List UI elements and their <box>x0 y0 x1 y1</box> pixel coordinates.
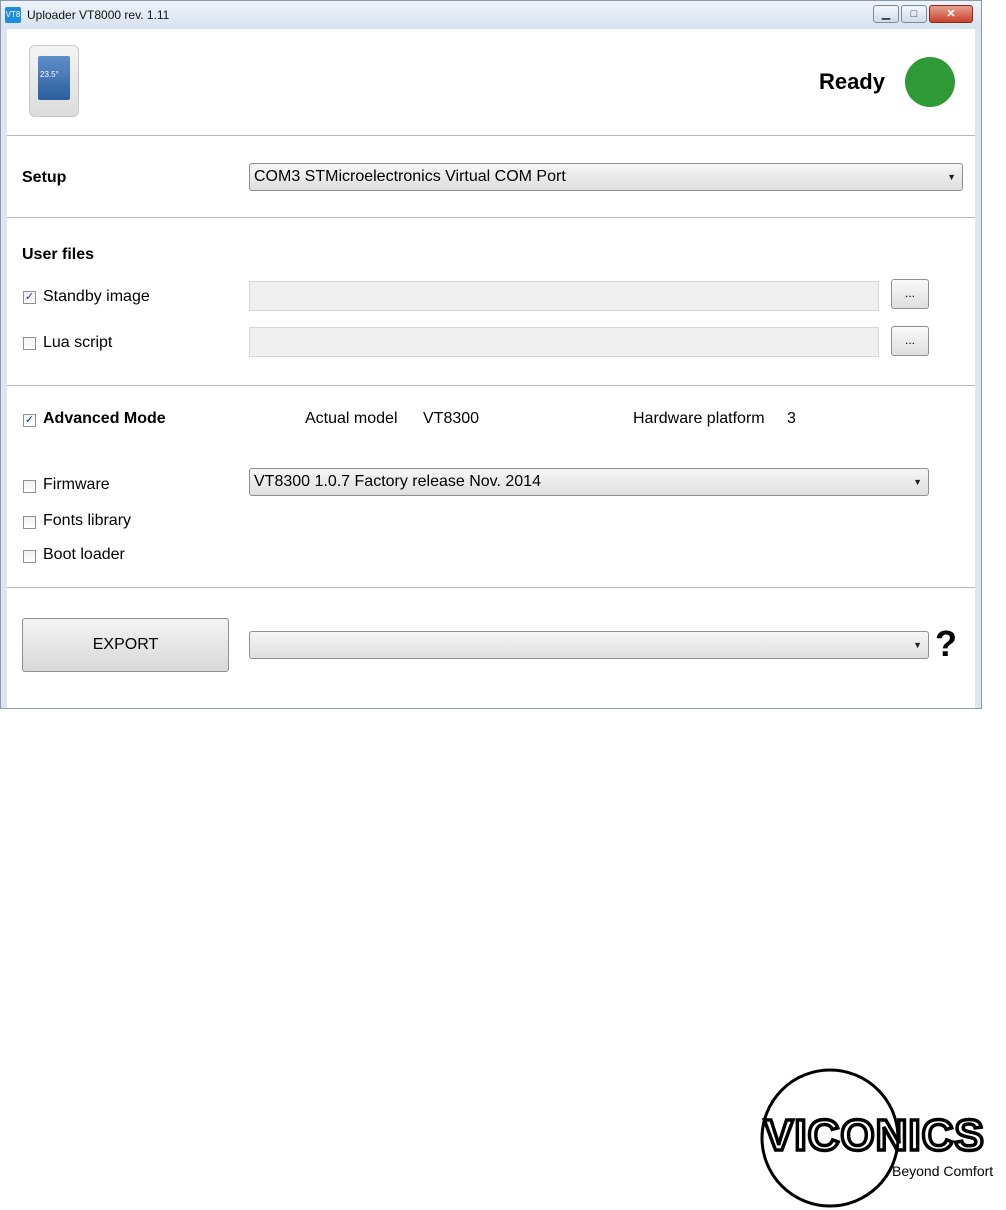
minimize-button[interactable]: ▁ <box>873 5 899 23</box>
boot-loader-checkbox[interactable] <box>23 550 36 563</box>
lua-script-checkbox[interactable] <box>23 337 36 350</box>
divider <box>7 135 975 136</box>
actual-model-label: Actual model <box>305 410 398 427</box>
divider <box>7 385 975 386</box>
fonts-library-label: Fonts library <box>43 512 132 529</box>
window-frame-right <box>975 29 981 708</box>
standby-image-path-field[interactable] <box>249 281 879 311</box>
fonts-library-checkbox[interactable] <box>23 516 36 529</box>
user-files-title: User files <box>22 246 95 263</box>
lua-script-path-field[interactable] <box>249 327 879 357</box>
lua-script-browse-button[interactable]: ... <box>891 326 929 356</box>
chevron-down-icon: ▼ <box>913 477 922 487</box>
hardware-platform-value: 3 <box>787 410 796 427</box>
app-icon: VT8 <box>5 7 21 23</box>
standby-image-checkbox[interactable]: ✓ <box>24 291 35 303</box>
actual-model-value: VT8300 <box>423 410 480 427</box>
main-panel <box>7 29 975 708</box>
close-button[interactable]: ✕ <box>929 5 973 23</box>
divider <box>7 217 975 218</box>
export-target-select[interactable] <box>249 631 929 659</box>
title-bar[interactable] <box>1 1 981 30</box>
thermostat-device-image <box>29 45 79 117</box>
firmware-label: Firmware <box>43 476 110 493</box>
com-port-value: COM3 STMicroelectronics Virtual COM Port <box>254 168 566 185</box>
chevron-down-icon: ▼ <box>913 640 922 650</box>
com-port-select[interactable] <box>249 163 963 191</box>
window-controls <box>873 5 973 23</box>
firmware-select[interactable] <box>249 468 929 496</box>
status-indicator-icon <box>905 57 955 107</box>
logo-tagline: Beyond Comfort <box>892 1163 994 1179</box>
standby-image-label: Standby image <box>43 288 150 305</box>
help-icon[interactable]: ? <box>935 623 957 664</box>
setup-label: Setup <box>22 169 67 186</box>
standby-image-browse-button[interactable]: ... <box>891 279 929 309</box>
advanced-mode-checkbox[interactable]: ✓ <box>24 414 35 426</box>
export-button[interactable]: EXPORT <box>22 618 229 672</box>
firmware-checkbox[interactable] <box>23 480 36 493</box>
advanced-mode-label: Advanced Mode <box>43 410 166 427</box>
chevron-down-icon: ▼ <box>947 172 956 182</box>
device-temperature: 23.5° <box>40 70 59 79</box>
firmware-value: VT8300 1.0.7 Factory release Nov. 2014 <box>254 473 541 490</box>
divider <box>7 587 975 588</box>
window-title: Uploader VT8000 rev. 1.11 <box>27 8 170 22</box>
boot-loader-label: Boot loader <box>43 546 125 563</box>
viconics-logo <box>758 1066 1002 1210</box>
device-screen <box>38 56 70 100</box>
maximize-button[interactable]: □ <box>901 5 927 23</box>
lua-script-label: Lua script <box>43 334 113 351</box>
hardware-platform-label: Hardware platform <box>633 410 765 427</box>
logo-brand: VICONICS <box>764 1111 985 1160</box>
status-text: Ready <box>818 69 885 94</box>
